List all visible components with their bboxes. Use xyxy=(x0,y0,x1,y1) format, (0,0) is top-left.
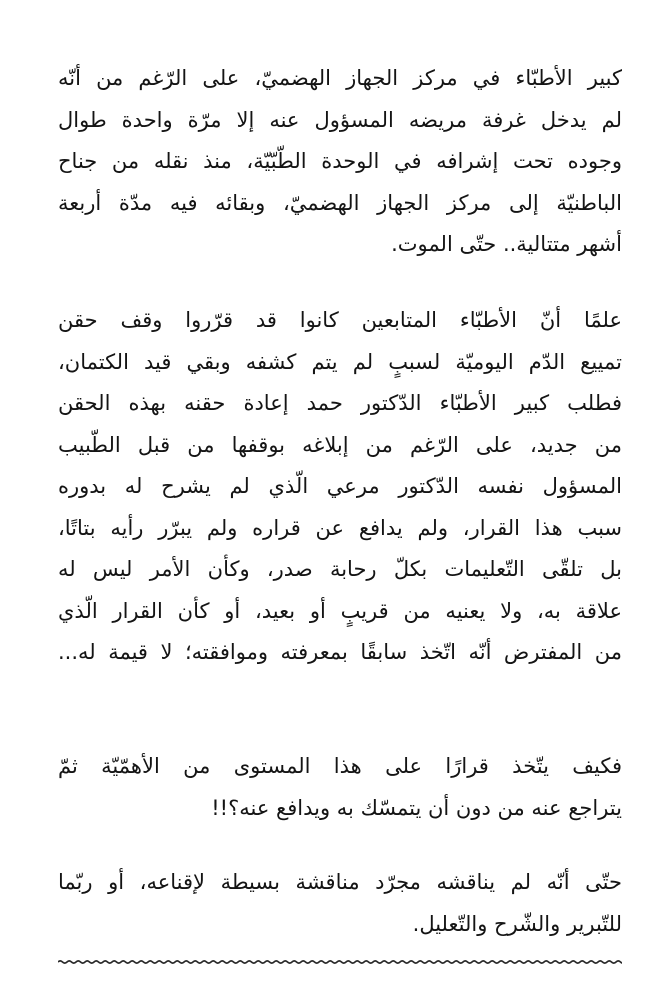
paragraph-line: من المفترض أنّه اتّخذ سابقًا بمعرفته وموافقته؛ لا قيمة له... xyxy=(58,640,622,664)
paragraph-line: سبب هذا القرار، ولم يدافع عن قراره ولم يبرّر رأيه بتاتًا، xyxy=(58,515,622,540)
paragraph-line: للتّبرير والشّرح والتّعليل. xyxy=(412,911,622,936)
paragraph-1 xyxy=(58,58,622,266)
paragraph-line: وجوده تحت إشرافه في الوحدة الطّبّيّة، منذ نقله من جناح xyxy=(58,149,622,173)
paragraph-line: كبير الأطبّاء في مركز الجهاز الهضميّ، على الرّغم من أنّه xyxy=(58,66,622,90)
paragraph-line: المسؤول نفسه الدّكتور مرعي الّذي لم يشرح له بدوره xyxy=(58,474,622,498)
paragraph-line: تمييع الدّم اليوميّة لسببٍ لم يتم كشفه وبقي قيد الكتمان، xyxy=(58,349,622,374)
paragraph-line: الباطنيّة إلى مركز الجهاز الهضميّ، وبقائه فيه مدّة أربعة xyxy=(58,190,622,215)
paragraph-4 xyxy=(58,862,622,945)
paragraph-line: أشهر متتالية.. حتّى الموت. xyxy=(391,232,622,256)
paragraph-line: علاقة به، ولا يعنيه من قريبٍ أو بعيد، أو كأن القرار الّذي xyxy=(58,598,622,623)
paragraph-line: فطلب كبير الأطبّاء الدّكتور حمد إعادة حقنه بهذه الحقن xyxy=(58,391,622,415)
paragraph-line: فكيف يتّخذ قرارًا على هذا المستوى من الأهمّيّة ثمّ xyxy=(58,754,622,778)
paragraph-line: بل تلقّى التّعليمات بكلّ رحابة صدر، وكأن الأمر ليس له xyxy=(58,557,622,581)
paragraph-line: يتراجع عنه من دون أن يتمسّك به ويدافع عنه؟!! xyxy=(211,795,622,820)
paragraph-line: حتّى أنّه لم يناقشه مجرّد مناقشة بسيطة لإقناعه، أو ربّما xyxy=(58,870,622,894)
wavy-divider xyxy=(58,955,622,969)
paragraph-3 xyxy=(58,746,622,829)
paragraph-2 xyxy=(58,300,622,674)
paragraph-line: لم يدخل غرفة مريضه المسؤول عنه إلا مرّة واحدة طوال xyxy=(58,107,622,132)
paragraph-line: من جديد، على الرّغم من إبلاغه بوقفها من قبل الطّبيب xyxy=(58,432,622,457)
paragraph-line: علمًا أنّ الأطبّاء المتابعين كانوا قد قرّروا وقف حقن xyxy=(58,308,622,332)
